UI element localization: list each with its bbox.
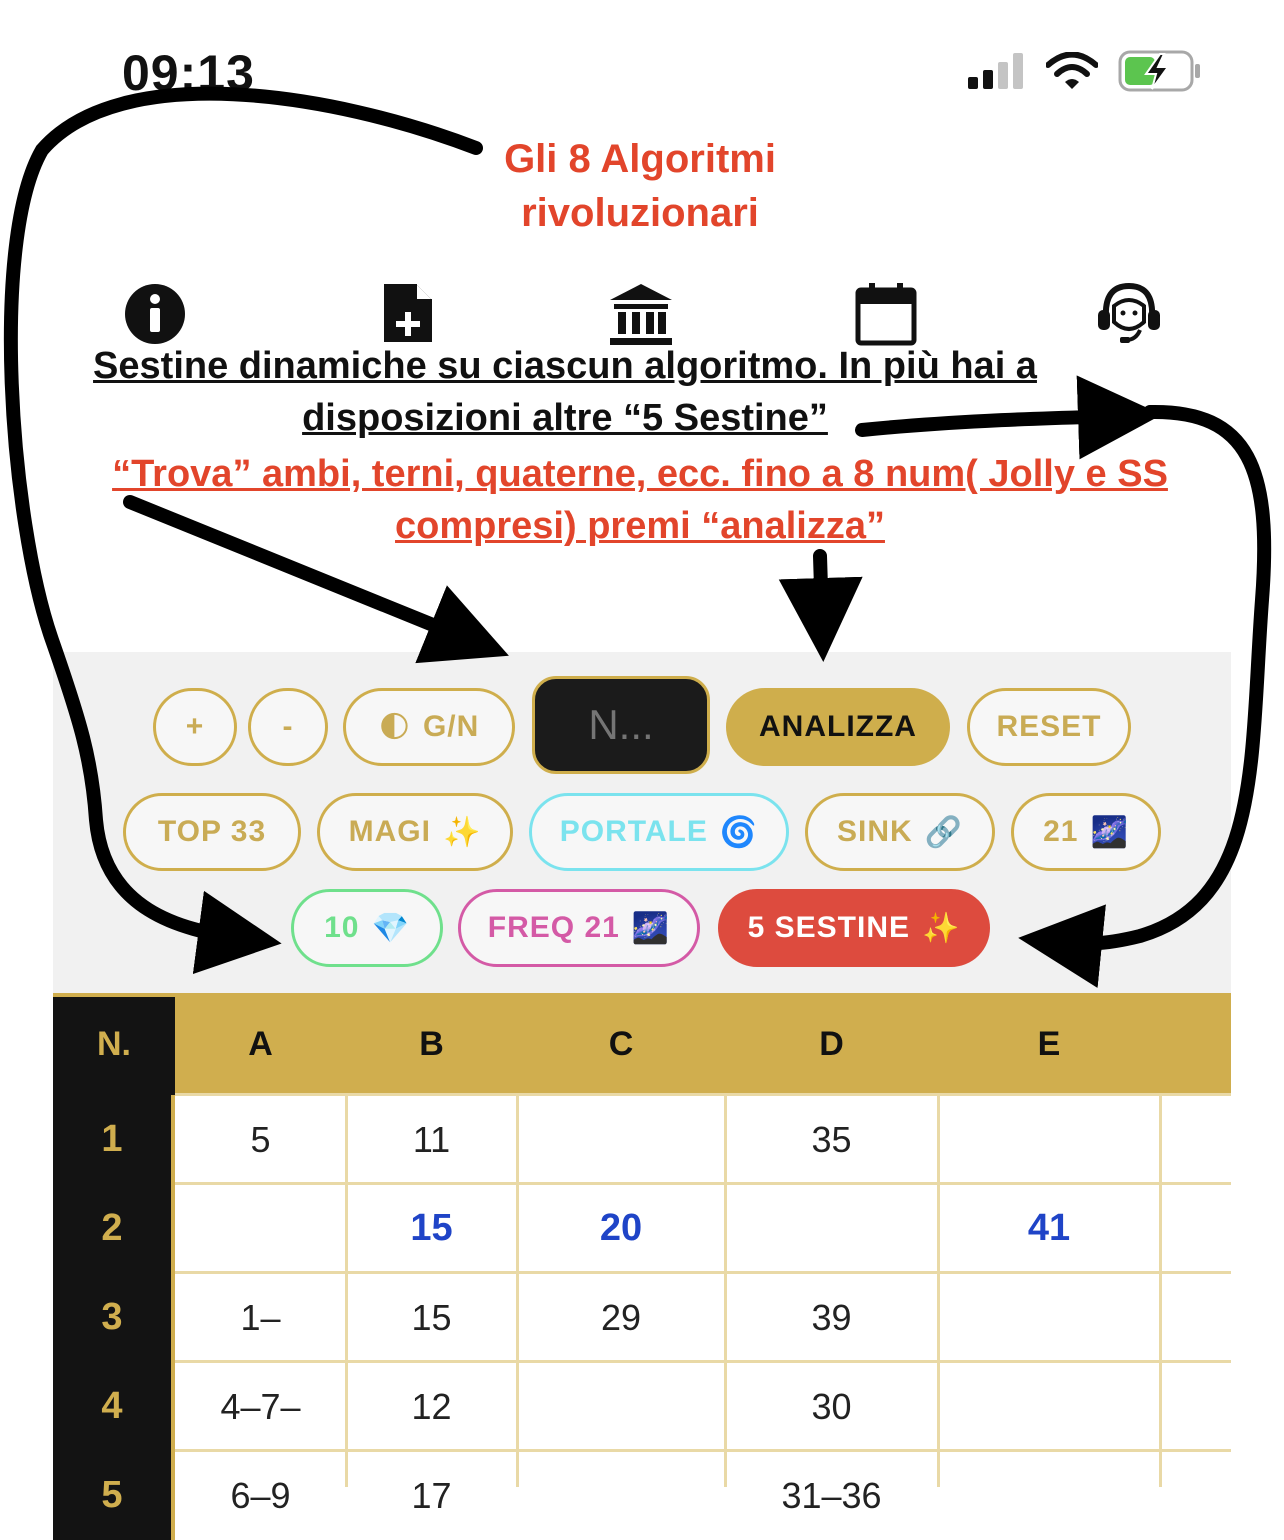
diamond-icon: 💎 bbox=[371, 911, 410, 945]
table-cell[interactable]: 20 bbox=[599, 1207, 643, 1249]
status-time: 09:13 bbox=[122, 45, 255, 101]
sestine-label: 5 SESTINE bbox=[747, 911, 911, 944]
column-header: D bbox=[819, 1024, 844, 1063]
table-cell[interactable]: 11 bbox=[412, 1118, 451, 1160]
table-cell[interactable]: 12 bbox=[411, 1385, 452, 1427]
plus-button[interactable]: + bbox=[153, 688, 237, 766]
table-cell[interactable]: 1– bbox=[240, 1296, 281, 1338]
table-cell[interactable]: 17 bbox=[411, 1474, 452, 1516]
sparkles-icon: ✨ bbox=[442, 815, 482, 849]
link-icon: 🔗 bbox=[924, 815, 964, 849]
cyclone-icon: 🌀 bbox=[719, 815, 759, 849]
table-cell[interactable]: 35 bbox=[811, 1118, 852, 1160]
arrow-sestine-side bbox=[1060, 412, 1264, 944]
row-number: 4 bbox=[53, 1362, 175, 1451]
table-cell[interactable]: 4–7– bbox=[220, 1385, 301, 1427]
arrow-analizza bbox=[820, 556, 822, 620]
table-cell[interactable]: 6–9 bbox=[230, 1474, 291, 1516]
column-header: C bbox=[608, 1024, 634, 1063]
column-header: A bbox=[248, 1024, 273, 1063]
row-number: 1 bbox=[53, 1095, 175, 1184]
column-header: E bbox=[1037, 1024, 1061, 1063]
galaxy-icon: 🌌 bbox=[1090, 815, 1129, 849]
b21-label: 21 bbox=[1043, 815, 1079, 848]
annotation-trova-line1: “Trova” ambi, terni, quaterne, ecc. fino a 8 num( Jolly e SS bbox=[112, 453, 1168, 495]
galaxy-icon: 🌌 bbox=[631, 911, 671, 945]
moon-icon: 🌓 bbox=[378, 710, 411, 744]
b10-label: 10 bbox=[324, 911, 360, 944]
analyze-button[interactable]: ANALIZZA bbox=[726, 688, 950, 766]
table-cell[interactable]: 30 bbox=[811, 1385, 852, 1427]
arrow-algorithms bbox=[11, 94, 476, 938]
table-cell[interactable]: 5 bbox=[250, 1118, 271, 1160]
reset-button[interactable]: RESET bbox=[967, 688, 1131, 766]
magi-label: MAGI bbox=[348, 815, 431, 848]
table-cell[interactable]: 41 bbox=[1027, 1207, 1071, 1249]
table-cell[interactable]: 31–36 bbox=[781, 1474, 882, 1516]
top33-button[interactable]: TOP 33 bbox=[123, 793, 301, 871]
sparkles-icon: ✨ bbox=[922, 911, 961, 945]
table-cell[interactable]: 39 bbox=[811, 1296, 852, 1338]
table-cell[interactable]: 15 bbox=[411, 1296, 452, 1338]
arrow-sestine-top bbox=[862, 416, 1120, 430]
annotation-sestine-line2: disposizioni altre “5 Sestine” bbox=[302, 397, 828, 439]
minus-button[interactable]: - bbox=[248, 688, 328, 766]
row-number: 3 bbox=[53, 1273, 175, 1362]
row-number: 2 bbox=[53, 1184, 175, 1273]
column-header: N. bbox=[97, 1024, 131, 1063]
portale-label: PORTALE bbox=[559, 815, 708, 848]
arrow-trova bbox=[130, 502, 470, 640]
annotation-trova-line2: compresi) premi “analizza” bbox=[395, 505, 885, 547]
theme-toggle-label: G/N bbox=[422, 710, 480, 743]
table-cell[interactable]: 29 bbox=[600, 1296, 642, 1338]
table-cell[interactable]: 15 bbox=[410, 1207, 453, 1249]
column-header: B bbox=[419, 1024, 444, 1063]
annotation-sestine-line1: Sestine dinamiche su ciascun algoritmo. In più hai a bbox=[93, 345, 1037, 387]
row-number: 5 bbox=[53, 1451, 175, 1540]
freq21-label: FREQ 21 bbox=[487, 911, 620, 944]
sink-label: SINK bbox=[836, 815, 913, 848]
annotation-title-line2: rivoluzionari bbox=[521, 191, 759, 235]
annotation-title-line1: Gli 8 Algoritmi bbox=[504, 137, 776, 181]
